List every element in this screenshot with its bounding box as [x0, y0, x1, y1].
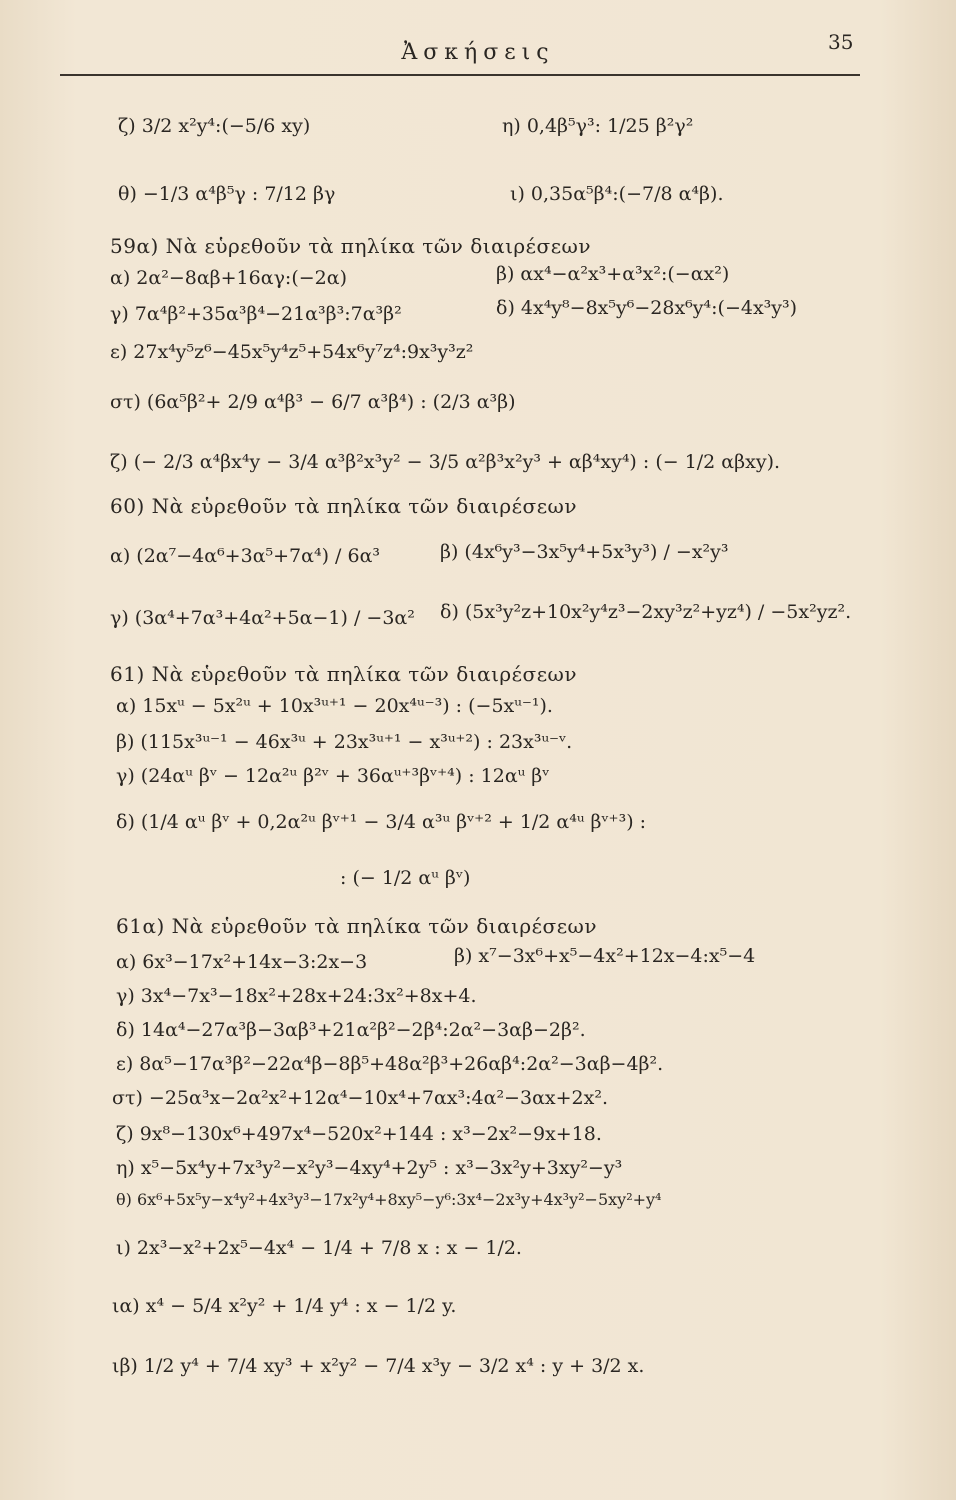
exercise-line: ια) x⁴ − 5/4 x²y² + 1/4 y⁴ : x − 1/2 y.: [112, 1295, 457, 1317]
exercise-heading: 59α) Νὰ εὑρεθοῦν τὰ πηλίκα τῶν διαιρέσεων: [110, 234, 592, 258]
exercise-line: ζ) 3/2 x²y⁴:(−5/6 xy): [118, 115, 311, 137]
exercise-line: α) 15xᵘ − 5x²ᵘ + 10x³ᵘ⁺¹ − 20x⁴ᵘ⁻³) : (−5xᵘ⁻¹).: [116, 695, 553, 717]
page-number: 35: [828, 30, 854, 54]
exercise-line: ε) 8α⁵−17α³β²−22α⁴β−8β⁵+48α²β³+26αβ⁴:2α²−3αβ−4β².: [116, 1053, 664, 1075]
exercise-line: β) (4x⁶y³−3x⁵y⁴+5x³y³) / −x²y³: [440, 541, 729, 563]
exercise-line: α) 6x³−17x²+14x−3:2x−3: [116, 951, 368, 973]
exercise-line: δ) 4x⁴y⁸−8x⁵y⁶−28x⁶y⁴:(−4x³y³): [496, 297, 798, 319]
exercise-line: δ) (1/4 αᵘ βᵛ + 0,2α²ᵘ βᵛ⁺¹ − 3/4 α³ᵘ βᵛ⁺² + 1/2 α⁴ᵘ βᵛ⁺³) :: [116, 811, 647, 833]
exercise-line: γ) (24αᵘ βᵛ − 12α²ᵘ β²ᵛ + 36αᵘ⁺³βᵛ⁺⁴) : 12αᵘ βᵛ: [116, 765, 550, 787]
exercise-line: β) (115x³ᵘ⁻¹ − 46x³ᵘ + 23x³ᵘ⁺¹ − x³ᵘ⁺²) : 23x³ᵘ⁻ᵛ.: [116, 731, 573, 753]
exercise-line: δ) (5x³y²z+10x²y⁴z³−2xy³z²+yz⁴) / −5x²yz².: [440, 601, 852, 623]
exercise-line: στ) −25α³x−2α²x²+12α⁴−10x⁴+7αx³:4α²−3αx+2x².: [112, 1087, 608, 1109]
exercise-line: ι) 2x³−x²+2x⁵−4x⁴ − 1/4 + 7/8 x : x − 1/2.: [116, 1237, 522, 1259]
exercise-line: γ) (3α⁴+7α³+4α²+5α−1) / −3α²: [110, 607, 415, 629]
exercise-line: α) (2α⁷−4α⁶+3α⁵+7α⁴) / 6α³: [110, 545, 381, 567]
header-rule: [60, 74, 860, 76]
exercise-line: ιβ) 1/2 y⁴ + 7/4 xy³ + x²y² − 7/4 x³y − 3/2 x⁴ : y + 3/2 x.: [112, 1355, 645, 1377]
exercise-line: δ) 14α⁴−27α³β−3αβ³+21α²β²−2β⁴:2α²−3αβ−2β².: [116, 1019, 586, 1041]
exercise-line: β) αx⁴−α²x³+α³x²:(−αx²): [496, 263, 730, 285]
exercise-line: ι) 0,35α⁵β⁴:(−7/8 α⁴β).: [510, 183, 724, 205]
exercise-line: θ) −1/3 α⁴β⁵γ : 7/12 βγ: [118, 183, 336, 205]
exercise-heading: 61) Νὰ εὑρεθοῦν τὰ πηλίκα τῶν διαιρέσεων: [110, 662, 578, 686]
exercise-line: β) x⁷−3x⁶+x⁵−4x²+12x−4:x⁵−4: [454, 945, 756, 967]
exercise-line: γ) 3x⁴−7x³−18x²+28x+24:3x²+8x+4.: [116, 985, 477, 1007]
exercise-line: στ) (6α⁵β²+ 2/9 α⁴β³ − 6/7 α³β⁴) : (2/3 α³β): [110, 391, 516, 413]
exercise-line: η) 0,4β⁵γ³: 1/25 β²γ²: [502, 115, 694, 137]
exercise-heading: 61α) Νὰ εὑρεθοῦν τὰ πηλίκα τῶν διαιρέσεων: [116, 914, 598, 938]
running-header: Ἀσκήσεις: [401, 40, 555, 65]
exercise-line: ζ) 9x⁸−130x⁶+497x⁴−520x²+144 : x³−2x²−9x+18.: [116, 1123, 602, 1145]
exercise-line: γ) 7α⁴β²+35α³β⁴−21α³β³:7α³β²: [110, 303, 402, 325]
exercise-heading: 60) Νὰ εὑρεθοῦν τὰ πηλίκα τῶν διαιρέσεων: [110, 494, 578, 518]
exercise-line: α) 2α²−8αβ+16αγ:(−2α): [110, 267, 347, 289]
exercise-line: ζ) (− 2/3 α⁴βx⁴y − 3/4 α³β²x³y² − 3/5 α²β³x²y³ + αβ⁴xy⁴) : (− 1/2 αβxy).: [110, 451, 781, 473]
exercise-line: : (− 1/2 αᵘ βᵛ): [340, 867, 471, 889]
exercise-line: η) x⁵−5x⁴y+7x³y²−x²y³−4xy⁴+2y⁵ : x³−3x²y+3xy²−y³: [116, 1157, 623, 1179]
exercise-line: ε) 27x⁴y⁵z⁶−45x⁵y⁴z⁵+54x⁶y⁷z⁴:9x³y³z²: [110, 341, 474, 363]
exercise-line: θ) 6x⁶+5x⁵y−x⁴y²+4x³y³−17x²y⁴+8xy⁵−y⁶:3x⁴−2x³y+4x³y²−5xy²+y⁴: [116, 1190, 662, 1209]
